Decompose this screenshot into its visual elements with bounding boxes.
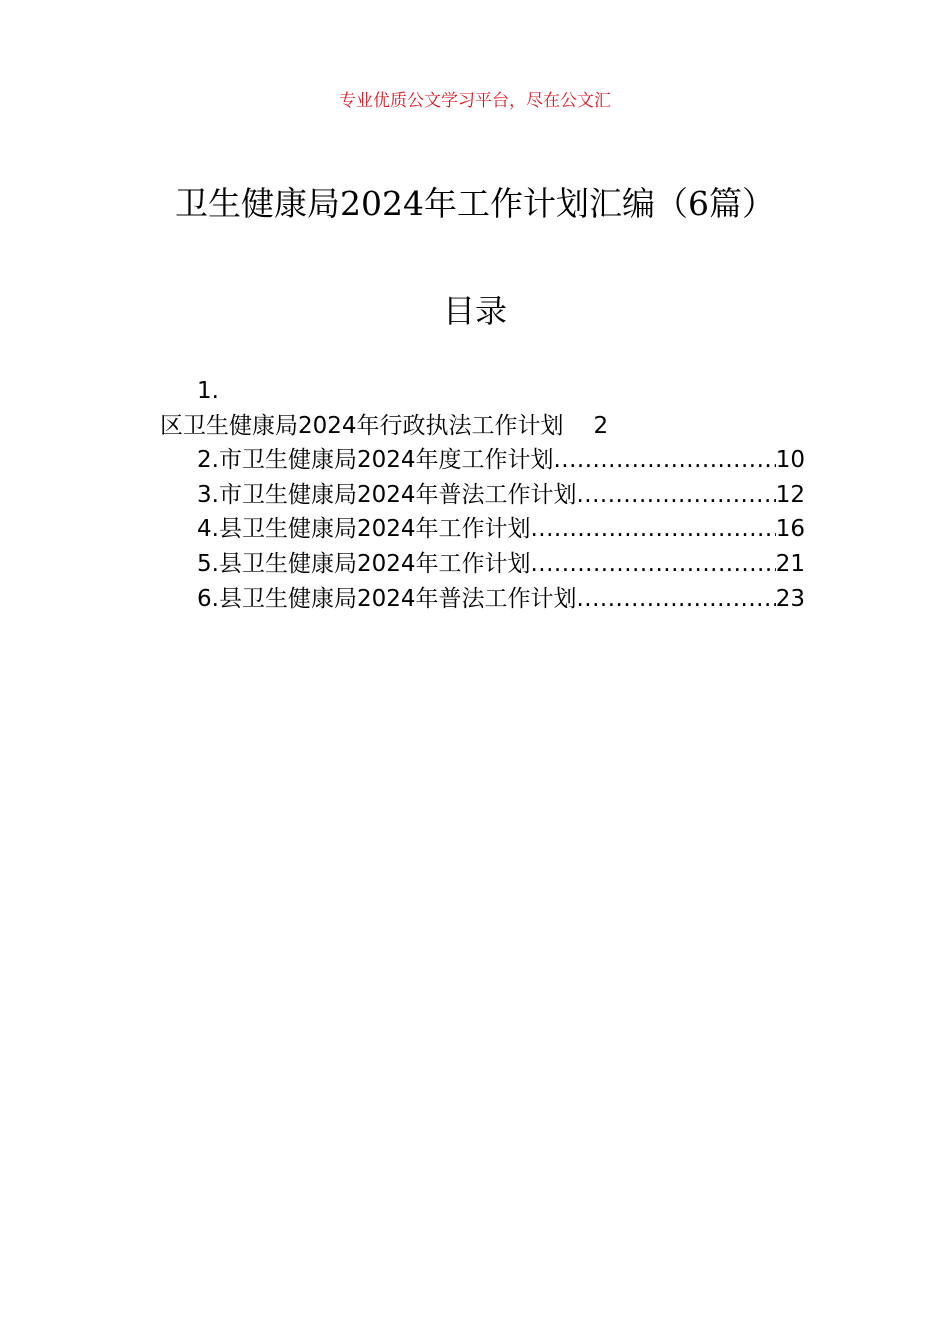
toc-entry-label: 3.市卫生健康局2024年普法工作计划 <box>197 482 577 508</box>
toc-entry-5[interactable] <box>197 547 805 582</box>
toc-entry-3[interactable] <box>197 478 805 513</box>
toc-entry-1-number[interactable]: 1. <box>197 378 219 404</box>
toc-leader-dots <box>530 547 775 582</box>
toc-leader-dots <box>576 478 775 513</box>
toc-entry-6[interactable] <box>197 582 805 617</box>
toc-entry-page: 12 <box>775 482 805 508</box>
toc-entry-2[interactable] <box>197 443 805 478</box>
toc-entry-page: 23 <box>775 586 805 612</box>
toc-entry-label: 区卫生健康局2024年行政执法工作计划 <box>160 413 564 439</box>
toc-entry-label: 4.县卫生健康局2024年工作计划 <box>197 516 531 542</box>
toc-entry-label: 6.县卫生健康局2024年普法工作计划 <box>197 586 577 612</box>
toc-leader-dots <box>553 443 775 478</box>
toc-leader-dots <box>530 512 775 547</box>
toc-entry-1[interactable] <box>160 409 608 444</box>
toc-entry-label: 2.市卫生健康局2024年度工作计划 <box>197 447 554 473</box>
document-title: 卫生健康局2024年工作计划汇编（6篇） <box>175 184 775 223</box>
toc-heading: 目录 <box>442 292 507 330</box>
toc-entry-page: 10 <box>775 447 805 473</box>
toc-entry-page: 21 <box>775 551 805 577</box>
toc-entry-page: 2 <box>593 413 609 439</box>
header-note: 专业优质公文学习平台，尽在公文汇 <box>339 91 611 111</box>
toc-entry-4[interactable] <box>197 512 805 547</box>
toc-entry-page: 16 <box>775 516 805 542</box>
toc-entry-label: 5.县卫生健康局2024年工作计划 <box>197 551 531 577</box>
toc-leader-dots <box>576 582 775 617</box>
